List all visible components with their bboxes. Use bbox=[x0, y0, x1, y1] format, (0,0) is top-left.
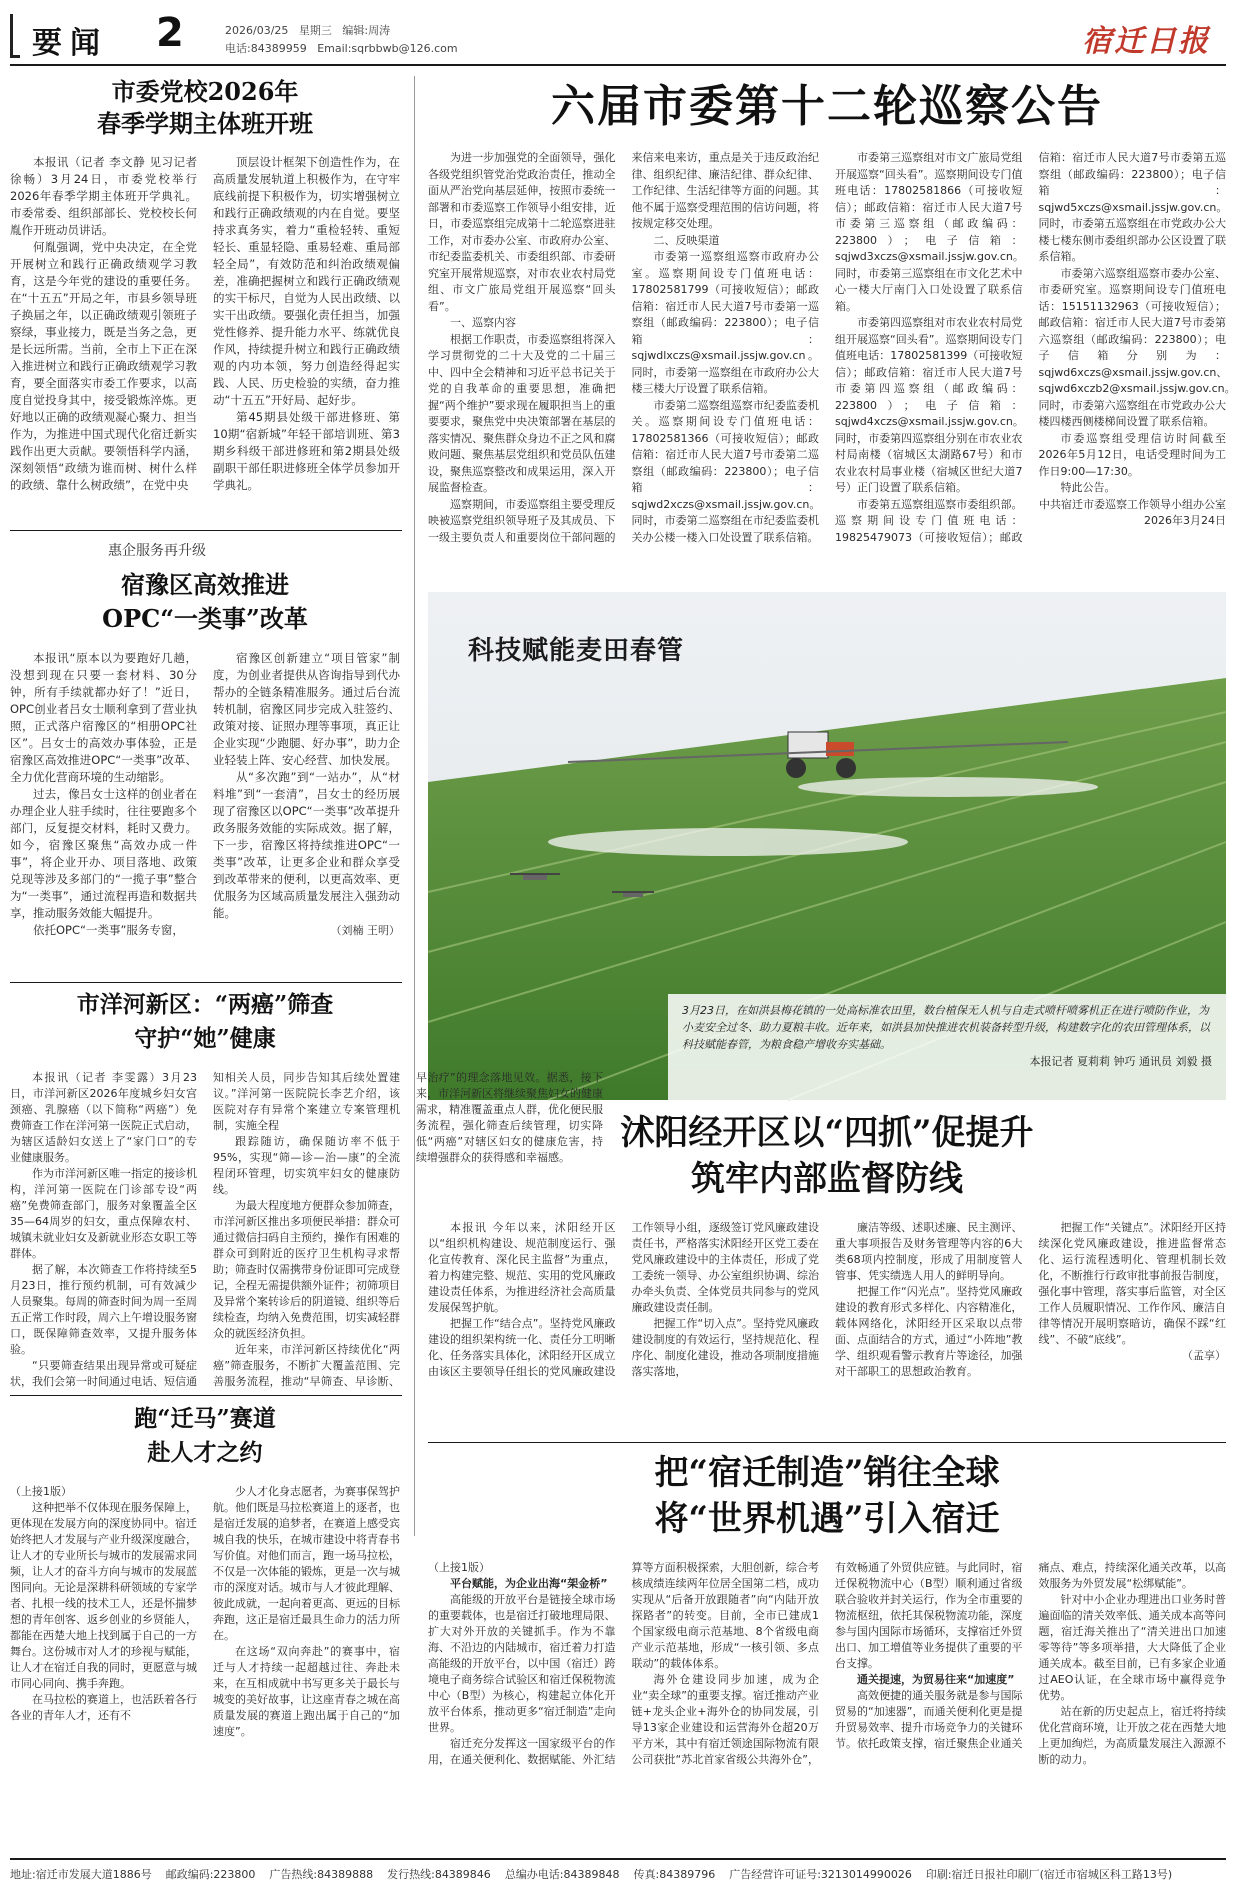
footer-switch: 总编办电话:84389848 bbox=[504, 1868, 620, 1881]
article-export bbox=[428, 1450, 1226, 1844]
headline-line1: 跑“迁马”赛道 bbox=[134, 1405, 276, 1432]
signature: 中共宿迁市委巡察工作领导小组办公室 bbox=[1039, 497, 1226, 511]
article-body bbox=[428, 1220, 1226, 1434]
masthead-date: 2026/03/25 bbox=[225, 24, 289, 37]
masthead-info-row1 bbox=[225, 22, 390, 38]
photo-caption: 3月23日，在如洪县梅花镇的一处高标准农田里，数台植保无人机与自走式喷杆喷雾机正在进行喷防作业，为小麦安全过冬、助力夏粮丰收。近年来，如洪县加快推进农机装备转型升级，构建数字化的农田管理体系，以科技赋能春管，为粮食稳产增收夯实基础。 bbox=[682, 1004, 1210, 1051]
paragraph: 市委第三巡察组对市文广旅局党组开展巡察“回头看”。巡察期间设专门值班电话：17802581866（可接收短信）；邮政信箱：宿迁市人民大道7号市委第三巡察组（邮政编码：223800）；电子信箱：sqjwd3xczs@xsmail.jssjw.gov.cn。同时，市委第三巡察组在市文化艺术中心一楼大厅南门入口处设置了联系信箱。 bbox=[835, 151, 1024, 313]
paragraph: 从“多次跑”到“一站办”，从“材料堆”到“一套清”，吕女士的经历展现了宿豫区以OPC“一类事”改革提升政务服务效能的实际成效。据了解，下一步，宿豫区将持续推进OPC“一类事”改革，让更多企业和群众享受到改革带来的便利，以更高效率、更优服务为区域高质量发展注入强劲动能。 bbox=[213, 770, 400, 920]
masthead-phone: 电话:84389959 bbox=[225, 42, 307, 55]
headline-line1: 市洋河新区：“两癌”筛查 bbox=[76, 991, 334, 1018]
paragraph: 把握工作“结合点”。坚持党风廉政建设的组织架构统一化、责任分工明晰化、任务落实具体化，沭阳经开区成立由该区主要领导任组长的党风廉政建设工作领导小组，逐级签订党风廉政建设责任书，严格落实沭阳经开区党工委在党风廉政建设中的主体责任，形成了党工委统一领导、办公室组织协调、综治办牵头负责、全体党员共同参与的党风廉政建设责任制。 bbox=[428, 1221, 819, 1378]
article-body bbox=[10, 1484, 400, 1840]
signature-date: 2026年3月24日 bbox=[1144, 514, 1226, 527]
paragraph: 本报讯 今年以来，沭阳经开区以“组织机构建设、规范制度运行、强化宣传教育、深化民主监督”为重点，着力构建完整、规范、实用的党风廉政建设责任体系，为推进经济社会高质量发展保驾护航。 bbox=[428, 1221, 616, 1314]
paragraph: 把握工作“切入点”。坚持党风廉政建设制度的有效运行，坚持规范化、程序化、制度化建设，推动各项制度措施落实落地， bbox=[631, 1317, 819, 1378]
paragraph: 在马拉松的赛道上，也活跃着各行各业的青年人才，还有不 bbox=[10, 1693, 197, 1722]
footer-address: 地址:宿迁市发展大道1886号 bbox=[10, 1868, 152, 1881]
subheading: 通关提速，为贸易往来“加速度” bbox=[857, 1673, 1015, 1686]
paragraph: 何胤强调，党中央决定，在全党开展树立和践行正确政绩观学习教育，这是今年党的建设的重要任务。在“十五五”开局之年，市县乡领导班子换届之年，以正确政绩观引领班子察绿，事业接力，既是当务之急，更是长远所需。当前，全市上下正在深入推进树立和践行正确政绩观学习教育，要全面落实市委工作要求，以高度自觉投身其中，接受锻炼淬炼。更好地以正确的政绩观凝心聚力、担当作为，为推进中国式现代化宿迁新实践作出更大贡献。要领悟科学内涵，深刻领悟“政绩为谁而树、树什么样的政绩、靠什么树政绩”，在党中央 bbox=[10, 240, 197, 492]
paragraph: 巡察期间，市委巡察组主要受理反映被巡察党组织领导班子及其成员、下一级主要负责人和重要岗位干部问题的来信来电来访，重点是关于违反政治纪律、组织纪律、廉洁纪律、群众纪律、工作纪律、生活纪律等方面的问题。其他不属于巡察受理范围的信访问题，将按规定移交处理。 bbox=[428, 151, 819, 544]
paragraph: 市委第二巡察组巡察市纪委监委机关。巡察期间设专门值班电话：17802581366（可接收短信）；邮政信箱：宿迁市人民大道7号市委第二巡察组（邮政编码：223800）；电子信箱：sqjwd2xczs@xsmail.jssjw.gov.cn。同时，市委第二巡察组在市纪委监委机关办公楼一楼入口处设置了联系信箱。 bbox=[631, 398, 821, 544]
announcement-body bbox=[428, 150, 1236, 550]
headline-line2: 筑牢内部监督防线 bbox=[691, 1159, 963, 1199]
masthead-email: Email:sqrbbwb@126.com bbox=[317, 42, 458, 55]
paragraph: 海外仓建设同步加速，成为企业“卖全球”的重要支撑。宿迁推动产业链+龙头企业+海外仓的协同发展，引导13家企业建设和运营海外仓超20万平方米，其中有宿迁领途国际物流有限公司获批“苏北首家省级公共海外仓”，有效畅通了外贸供应链。与此同时，宿迁保税物流中心（B型）顺利通过省级联合验收并封关运行，作为全市重要的物流枢纽，依托其保税物流功能，深度参与国内国际市场循环，支撑宿迁外贸出口、加工增值等业务提供了重要的平台支撑。 bbox=[631, 1561, 1023, 1766]
footer-postcode: 邮政编码:223800 bbox=[165, 1868, 256, 1881]
section-label: 要闻 bbox=[32, 26, 108, 61]
article-marathon bbox=[10, 1402, 400, 1844]
article-body bbox=[10, 650, 400, 986]
paragraph: 在这场“双向奔赴”的赛事中，宿迁与人才持续一起超越过往、奔赴未来，在互相成就中书写更多关于最长与城变的美好故事，让这座青春之城在高质量发展的赛道上跑出属于自己的“加速度”。 bbox=[213, 1645, 400, 1738]
paragraph: 顶层设计框架下创造性作为，在高质量发展轨道上积极作为，在守牢底线前提下积极作为，切实增强树立和践行正确政绩观的内在自觉。要坚持求真务实，着力“重检轻转、重短轻长、重显轻隐、重易轻难、重局部轻全局”，有效防范和纠治政绩观偏差，准确把握树立和践行正确政绩观的实干标尺，自觉为人民出政绩、以实干出政绩。要强化责任担当，加强党性修养、提升能力水平、练就优良作风，持续提升树立和践行正确政绩观的内功本领，努力创造经得起实践、人民、历史检验的实绩，奋力推动“十五五”开好局、起好步。 bbox=[213, 155, 400, 407]
inspection-announcement bbox=[428, 76, 1236, 556]
photo-credit: 本报记者 夏莉莉 钟巧 通讯员 刘毅 摄 bbox=[1029, 1055, 1212, 1068]
article-body bbox=[10, 154, 400, 526]
paragraph: 宿豫区创新建立“项目管家”制度，为创业者提供从咨询指导到代办帮办的全链条精准服务。通过后台流转机制，宿豫区同步完成入驻签约、政策对接、证照办理等事项，真正让企业实现“少跑腿、好办事”，助力企业轻装上阵、安心经营、加快发展。 bbox=[213, 651, 400, 767]
paragraph: 依托OPC“一类事”服务专窗， bbox=[33, 923, 184, 937]
headline-line1: 把“宿迁制造”销往全球 bbox=[654, 1453, 1000, 1493]
paragraph: 这种把举不仅体现在服务保障上，更体现在发展方向的深度协同中。宿迁始终把人才发展与产业升级深度融合，让人才的专业所长与城市的发展需求同频，让人才的奋斗方向与城市的发展蓝图同向。无论是深耕科研领域的专家学者、扎根一线的技术工人，还是怀揣梦想的青年创客、返乡创业的乡贤能人，都能在西楚大地上找到属于自己的一方舞台。这份城市对人才的珍视与赋能，让人才在宿迁自我的同时，更愿意与城市同心同向、携手奔跑。 bbox=[10, 1501, 197, 1690]
masthead-info-row2 bbox=[225, 40, 458, 56]
photo-title: 科技赋能麦田春管 bbox=[468, 636, 685, 666]
headline-line2: 将“世界机遇”引入宿迁 bbox=[654, 1499, 1000, 1539]
paragraph: 廉洁等级、述职述廉、民主测评、重大事项报告及财务管理等内容的6大类68项内控制度，形成了用制度管人管事、凭实绩选人用人的鲜明导向。 bbox=[835, 1221, 1023, 1282]
column-divider bbox=[414, 76, 415, 1536]
paragraph: 把握工作“关键点”。沭阳经开区持续深化党风廉政建设，推进监督常态化、运行流程透明化、管理机制长效化，不断推行行政审批事前报告制度，强化事中管理，落实事后监管，对全区工作人员履职情况、工作作风、廉洁自律等情况开展明察暗访，确保不踩“红线”、不破“底线”。 bbox=[1038, 1221, 1226, 1346]
paragraph: 本报讯（记者 李雯露）3月23日，市洋河新区2026年度城乡妇女宫颈癌、乳腺癌（以下简称“两癌”）免费筛查工作在洋河第一医院正式启动，为辖区适龄妇女送上了“家门口”的专业健康服务。 bbox=[10, 1071, 197, 1164]
section-heading: 一、巡察内容 bbox=[450, 316, 516, 329]
article-party-school bbox=[10, 76, 400, 514]
paragraph: 市委第一巡察组巡察市政府办公室。巡察期间设专门值班电话：17802581799（可接收短信）；邮政信箱：宿迁市人民大道7号市委第一巡察组（邮政编码：223800）；电子信箱：sqjwdlxczs@xsmail.jssjw.gov.cn。同时，市委第一巡察组在市政府办公大楼三楼大厅设置了联系信箱。 bbox=[631, 250, 819, 395]
article-shuyang-zone bbox=[428, 1110, 1226, 1440]
footer-license: 广告经营许可证号:3213014990026 bbox=[729, 1868, 912, 1881]
paragraph: 少人才化身志愿者，为赛事保驾护航。他们既是马拉松赛道上的逐者，也是宿迁发展的追梦者，在赛道上感受宾城自我的快乐，在城市建设中将青春书写价值。对他们而言，跑一场马拉松，不仅是一次体能的锻炼，更是一次与城市的深度对话。城市与人才彼此理解、彼此成就，一起向着更高、更远的目标奔跑，这正是宿迁最具生命力的活力所在。 bbox=[213, 1485, 400, 1642]
headline-line2: OPC“一类事”改革 bbox=[102, 604, 308, 633]
photo-feature bbox=[428, 592, 1226, 1100]
section-heading: 二、反映渠道 bbox=[653, 233, 720, 247]
headline-line1: 宿豫区高效推进 bbox=[121, 570, 289, 599]
paragraph: 为进一步加强党的全面领导，强化各级党组织管党治党政治责任，推动全面从严治党向基层延伸，按照市委统一部署和市委巡察工作领导小组安排，近日，市委巡察组完成第十二轮巡察进驻工作，对市委办公室、市政府办公室、市纪委监委机关、市委组织部、市委研究室开展常规巡察，对市农业农村局党组、市文广旅局党组开展巡察“回头看”。 bbox=[428, 151, 616, 313]
footer-dist-phone: 发行热线:84389846 bbox=[387, 1868, 491, 1881]
footer-ad-phone: 广告热线:84389888 bbox=[269, 1868, 374, 1881]
article-opc-reform bbox=[10, 540, 400, 980]
page-number: 2 bbox=[156, 10, 184, 56]
footer bbox=[10, 1866, 1226, 1888]
paragraph: 据了解，本次筛查工作将持续至5月23日，推行预约机制，可有效减少人员聚集。每周的筛查时间为周一至周五正常工作时段，周六上午增设服务窗口，既保障筛查效率，又提升服务体验。 bbox=[10, 1263, 197, 1356]
byline: （孟享） bbox=[1182, 1349, 1226, 1362]
paragraph: 根据工作职责，市委巡察组将深入学习贯彻党的二十大及党的二十届三中、四中全会精神和习近平总书记关于党的自我革命的重要思想，准确把握“两个维护”要求现在履职担当上的重要要求，聚焦党中央决策部署在基层的落实情况、聚焦群众身边不正之风和腐败问题、聚焦基层党组织和党员队伍建设，聚焦巡察整改和成果运用，深入开展监督检查。 bbox=[428, 332, 616, 494]
footer-printer: 印刷:宿迁日报社印刷厂(宿迁市宿城区科工路13号) bbox=[925, 1868, 1173, 1881]
paragraph: 高能级的开放平台是链接全球市场的重要载体，也是宿迁打破地理局限、扩大对外开放的关键抓手。作为不靠海、不沿边的内陆城市，宿迁着力打造高能级的开放平台，以中国（宿迁）跨境电子商务综合试验区和宿迁保税物流中心（B型）为核心，构建起立体化开放平台体系，推动更多“宿迁制造”走向世界。 bbox=[428, 1593, 616, 1734]
paragraph: 为最大程度地方便群众参加筛查，市洋河新区推出多项便民举措：群众可通过微信扫码自主预约，操作有困难的群众可到附近的医疗卫生机构寻求帮助；筛查时仅需携带身份证即可完成登记，全程无需提供额外证件；初筛项目及异常个案转诊后的阴道镜、组织等后续检查，均纳入免费范围，切实减轻群众的就医经济负担。 bbox=[213, 1199, 400, 1340]
paragraph: 宿迁充分发挥这一国家级平台的作用，在通关便利化、数据赋能、外汇结算等方面积极探索，大胆创新，综合考核成绩连续两年位居全国第二档，成功实现从“后备开放跟随者”向“内陆开放探路者”的转变。目前，全市已建成1个国家级电商示范基地、8个省级电商产业示范基地，形成“一核引领、多点联动”的载体体系。 bbox=[428, 1561, 819, 1766]
continued-from: （上接1版） bbox=[428, 1561, 490, 1574]
paragraph: 本报讯“原本以为要跑好几趟，没想到现在只要一套材料、30分钟，所有手续就都办好了！”近日，OPC创业者吕女士顺利拿到了营业执照，正式落户宿豫区的“相册OPC社区”。吕女士的高效办事体验，正是宿豫区高效推进OPC“一类事”改革、全力优化营商环境的生动缩影。 bbox=[10, 651, 197, 784]
masthead-weekday: 星期三 bbox=[298, 24, 332, 37]
footer-fax: 传真:84389796 bbox=[633, 1868, 716, 1881]
section-rule bbox=[10, 530, 402, 531]
paragraph: 把握工作“闪光点”。坚持党风廉政建设的教育形式多样化、内容精准化，载体网络化，沭阳经开区采取以点带面、点面结合的方式，通过“小阵地”教学、组织观看警示教育片等途径，加强对干部职工的思想政治教育。 bbox=[835, 1285, 1023, 1378]
continued-from: （上接1版） bbox=[10, 1485, 72, 1498]
section-rule bbox=[10, 982, 402, 983]
photo-caption-box bbox=[668, 994, 1226, 1100]
masthead-editor: 编辑:周涛 bbox=[342, 24, 391, 37]
headline-line2: 春季学期主体班开班 bbox=[97, 109, 313, 138]
paragraph: 市委第五巡察组巡察市委组织部。巡察期间设专门值班电话：19825479073（可接收短信）；邮政信箱：宿迁市人民大道7号市委第五巡察组（邮政编码：223800）；电子信箱：sqjwd5xczs@xsmail.jssjw.gov.cn。同时，市委第五巡察组在市党政办公大楼七楼东侧市委组织部办公区设置了联系信箱。 bbox=[835, 151, 1228, 544]
paragraph: 站在新的历史起点上，宿迁将持续优化营商环境，让开放之花在西楚大地上更加绚烂，为高质量发展注入源源不断的动力。 bbox=[1038, 1705, 1226, 1766]
kicker: 惠企服务再升级 bbox=[108, 543, 206, 559]
paragraph: “只要筛查结果出现异常或可疑症状，我们会第一时间通过电话、短信通知相关人员，同步告知其后续处置建议。”洋河第一医院院长李艺介绍，该医院对存有异常个案建立专案管理机制，实施全程 bbox=[10, 1071, 400, 1388]
section-rule bbox=[428, 1442, 1226, 1443]
paragraph: 市委第六巡察组巡察市委办公室、市委研究室。巡察期间设专门值班电话：15151132963（可接收短信）；邮政信箱：宿迁市人民大道7号市委第六巡察组（邮政编码：223800）；电子信箱分别为：sqjwd6xczs@xsmail.jssjw.gov.cn、sqjwd6xczb2@xsmail.jssjw.gov.cn。同时，市委第六巡察组在市党政办公大楼四楼西侧楼梯间设置了联系信箱。 bbox=[1038, 266, 1236, 428]
masthead bbox=[0, 0, 1236, 66]
paragraph: 过去，像吕女士这样的创业者在办理企业人驻手续时，往往要跑多个部门，反复提交材料，耗时又费力。如今，宿豫区聚焦“高效办成一件事”，将企业开办、项目落地、政策兑现等涉及多部门的“一揽子事”整合为“一类事”，通过流程再造和数据共享，推动服务效能大幅提升。 bbox=[10, 787, 197, 920]
newspaper-logo: 宿迁日报 bbox=[1082, 24, 1210, 59]
paragraph: 跟踪随访，确保随访率不低于95%，实现“筛—诊—治—康”的全流程闭环管理，切实筑牢妇女的健康防线。 bbox=[213, 1135, 400, 1196]
headline-line2: 赴人才之约 bbox=[147, 1439, 263, 1466]
headline-line2: 守护“她”健康 bbox=[134, 1025, 276, 1052]
paragraph: 市委巡察组受理信访时间截至2026年5月12日，电话受理时间为工作日9:00—17:30。 bbox=[1038, 431, 1226, 478]
subheading: 平台赋能，为企业出海“架金桥” bbox=[450, 1577, 608, 1590]
paragraph: 高效便捷的通关服务就是参与国际贸易的“加速器”，而通关便利化更是提升贸易效率、提升市场竞争力的关键环节。依托政策支撑，宿迁聚焦企业通关痛点、难点，持续深化通关改革，以高效服务为外贸发展“松绑赋能”。 bbox=[835, 1561, 1226, 1750]
masthead-rule bbox=[10, 64, 1226, 66]
paragraph: 近年来，市洋河新区持续优化“两癌”筛查服务，不断扩大覆盖范围、完善服务流程，推动“早筛查、早诊断、早治疗”的理念落地见效。据悉，接下来，市洋河新区将继续聚焦妇女的健康需求，精准覆盖重点人群，优化便民服务流程，强化筛查后续管理，切实降低“两癌”对辖区妇女的健康危害，持续增强群众的获得感和幸福感。 bbox=[213, 1071, 603, 1388]
paragraph: 特此公告。 bbox=[1060, 481, 1116, 494]
paragraph: 第45期县处级干部进修班、第10期“宿新城”年轻干部培训班、第3期乡科级干部进修班和第2期县处级副职干部任职进修班全体学员参加开学典礼。 bbox=[213, 410, 400, 492]
paragraph: 作为市洋河新区唯一指定的接诊机构，洋河第一医院在门诊部专设“两癌”免费筛查部门，服务对象覆盖全区35—64周岁的妇女，重点保障农村、城镇未就业妇女及新就业形态女职工等群体。 bbox=[10, 1167, 197, 1260]
paragraph: 市委第四巡察组对市农业农村局党组开展巡察“回头看”。巡察期间设专门值班电话：17802581399（可接收短信）；邮政信箱：宿迁市人民大道7号市委第四巡察组（邮政编码：223800）；电子信箱：sqjwd4xczs@xsmail.jssjw.gov.cn。同时，市委第四巡察组分别在市农业农村局南楼（宿城区太湖路67号）和市农业农村局事业楼（宿城区世纪大道7号）正门设置了联系信箱。 bbox=[835, 316, 1024, 494]
paragraph: 本报讯（记者 李文静 见习记者 徐畅）3月24日，市委党校举行2026年春季学期主体班开学典礼。市委常委、组织部部长、党校校长何胤作开班动员讲话。 bbox=[10, 155, 197, 237]
paragraph: 针对中小企业办理进出口业务时普遍面临的清关效率低、通关成本高等问题，宿迁海关推出了“清关进出口加速零等待”等多项举措，大大降低了企业通关成本。截至目前，已有多家企业通过AEO认证，在全球市场中赢得竞争优势。 bbox=[1038, 1593, 1226, 1702]
headline-line1: 沭阳经开区以“四抓”促提升 bbox=[620, 1113, 1034, 1153]
announcement-title: 六届市委第十二轮巡察公告 bbox=[551, 81, 1103, 132]
footer-rule bbox=[10, 1858, 1226, 1860]
article-body bbox=[428, 1560, 1226, 1838]
section-bracket bbox=[10, 14, 20, 58]
headline-line1: 市委党校2026年 bbox=[111, 77, 299, 106]
section-rule bbox=[10, 1395, 402, 1396]
byline: （刘楠 王明） bbox=[330, 924, 400, 937]
